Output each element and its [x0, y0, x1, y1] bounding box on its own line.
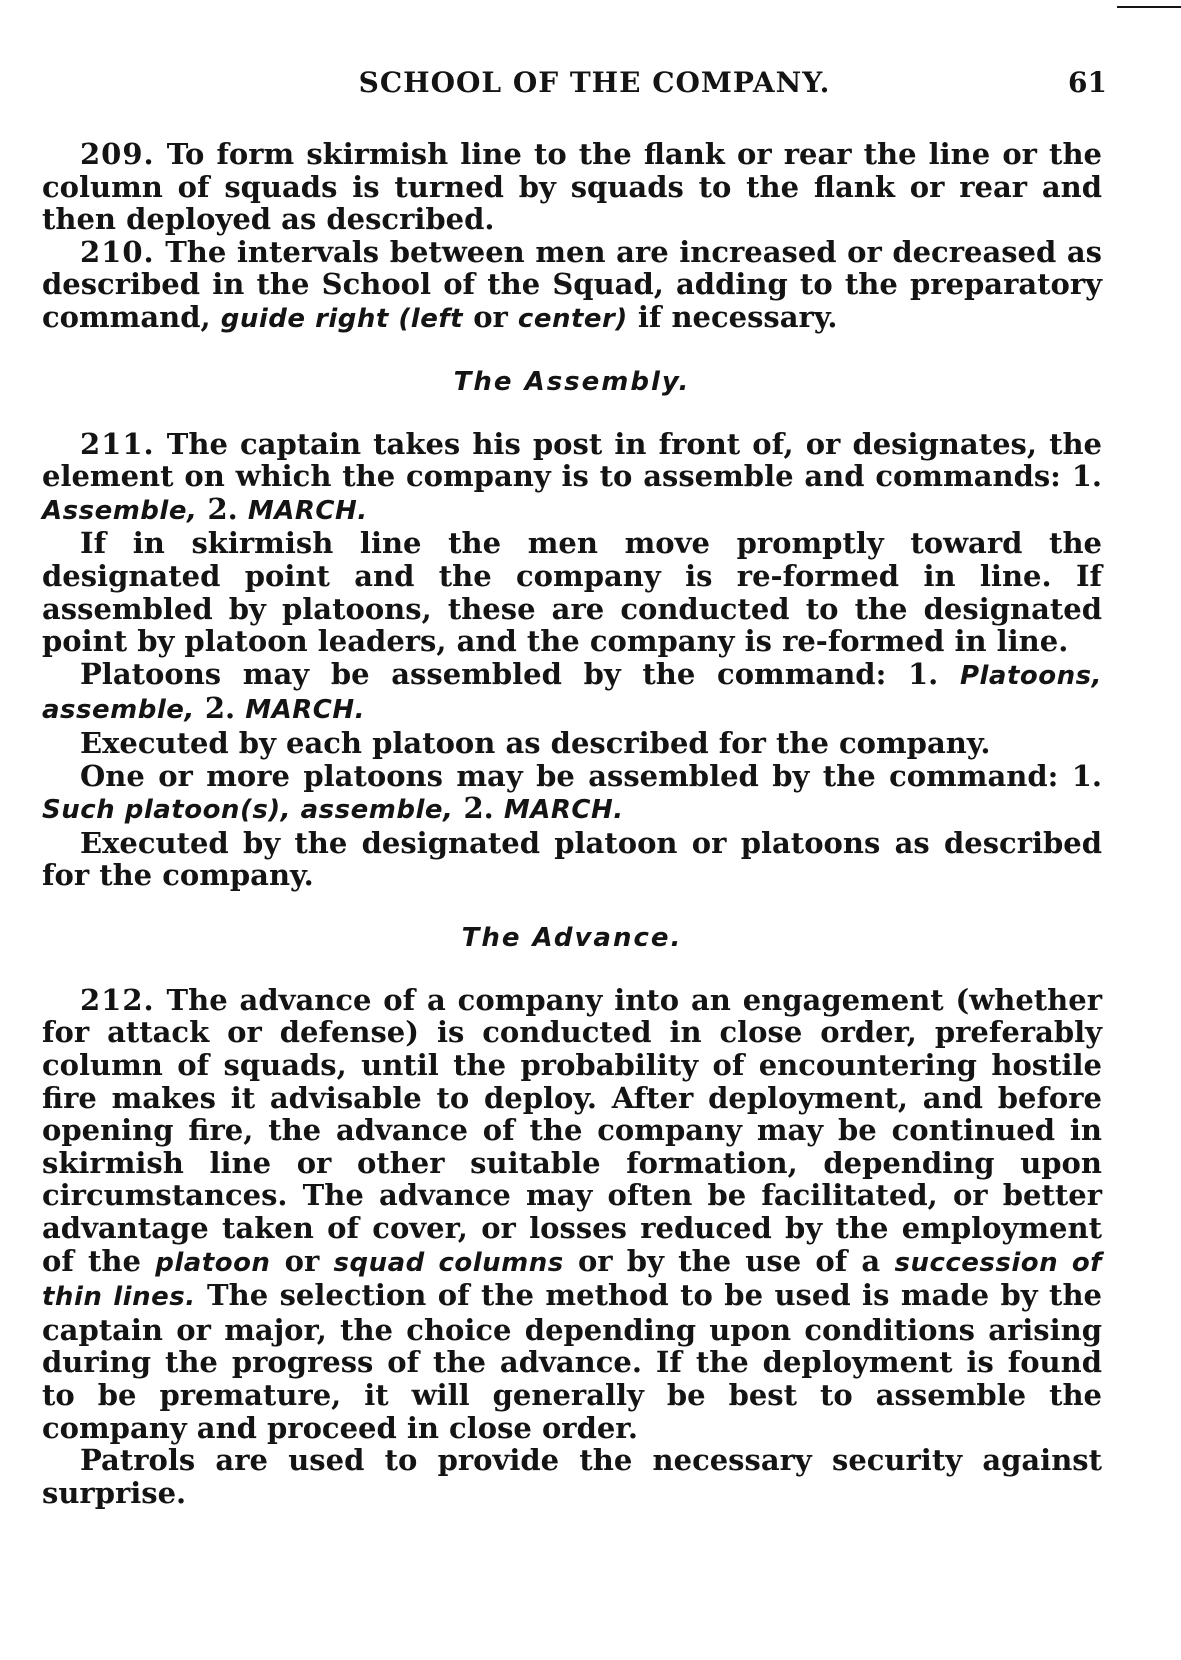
paragraph-number: 209. — [80, 137, 155, 171]
paragraph-211-skirmish: If in skirmish line the men move promptly toward the designated point and the company is re-formed in line. If assembled by platoons, these are conducted to the designated point by platoon leaders, and the company is re-formed in line. — [42, 526, 1102, 659]
paragraph-210 — [42, 236, 1102, 336]
paragraph-text: Platoons may be assembled by the command: 1. — [80, 656, 939, 691]
command-text: center) — [517, 303, 628, 334]
paragraph-212 — [42, 984, 1102, 1444]
running-head-title: SCHOOL OF THE COMPANY. — [358, 66, 831, 99]
paragraph-text: 2. — [204, 691, 236, 726]
paragraph-text: One or more platoons may be assembled by the command: 1. — [80, 758, 1102, 793]
paragraph-211-platoons — [42, 658, 1102, 727]
paragraph-text: The selection of the method to be used is made by the captain or major, the choice depending upon conditions arising during the progress of the advance. If the deployment is found to be premature, it will generally be best to assemble the company and proceed in close order. — [42, 1278, 1102, 1445]
command-text: guide right (left — [220, 303, 464, 334]
paragraph-number: 212. — [80, 982, 155, 1017]
page-number: 61 — [1068, 66, 1107, 99]
command-text: Assemble, — [42, 495, 198, 526]
command-text: MARCH. — [247, 495, 368, 526]
running-head — [0, 66, 1181, 106]
command-text: MARCH. — [245, 695, 365, 726]
paragraph-text: or by the use of a — [577, 1243, 881, 1278]
paragraph-text: The captain takes his post in front of, or designates, the element on which the company is to assemble and commands: 1. — [42, 426, 1102, 494]
paragraph-text: or — [473, 299, 508, 334]
body-text — [42, 138, 1102, 1509]
paragraph-211-executed: Executed by each platoon as described for the company. — [80, 725, 991, 760]
command-text: Such platoon(s), assemble, — [42, 795, 454, 826]
paragraph-209 — [42, 138, 1102, 236]
corner-rule — [1117, 6, 1181, 8]
paragraph-number: 210. — [80, 234, 155, 269]
paragraph-212-patrols: Patrols are used to provide the necessary security against surprise. — [42, 1443, 1102, 1510]
paragraph-text: if necessary. — [637, 299, 838, 334]
paragraph-211-one-or-more — [42, 760, 1102, 827]
section-heading-advance: The Advance. — [461, 922, 683, 953]
command-text: Platoons, assemble, — [42, 660, 1102, 726]
paragraph-text: 2. — [207, 491, 238, 526]
paragraph-211 — [42, 428, 1102, 528]
paragraph-text: The intervals between men are increased or decreased as described in the School of the Squad, adding to the preparatory command, — [42, 234, 1102, 334]
command-text: platoon — [155, 1247, 271, 1278]
paragraph-text: or — [284, 1243, 320, 1278]
section-heading-assembly: The Assembly. — [453, 366, 691, 397]
paragraph-number: 211. — [80, 426, 155, 461]
paragraph-211-designated: Executed by the designated platoon or platoons as described for the company. — [42, 825, 1102, 893]
command-text: MARCH. — [503, 795, 624, 826]
paragraph-text: The advance of a company into an engagement (whether for attack or defense) is conducted in close order, preferably column of squads, until the probability of encountering hostile fire makes it advisable to deploy. After deployment, and before opening fire, the advance of the company may be continued in skirmish line or other suitable formation, depending upon circumstances. The advance may often be facilitated, or better advantage taken of cover, or losses reduced by the employment of the — [42, 982, 1102, 1278]
paragraph-text: 2. — [463, 791, 494, 826]
command-text: succession of thin lines. — [42, 1247, 1102, 1313]
paragraph-text: To form skirmish line to the flank or rear the line or the column of squads is turned by squads to the flank or rear and then deployed as described. — [42, 137, 1102, 237]
command-text: squad columns — [333, 1247, 564, 1278]
